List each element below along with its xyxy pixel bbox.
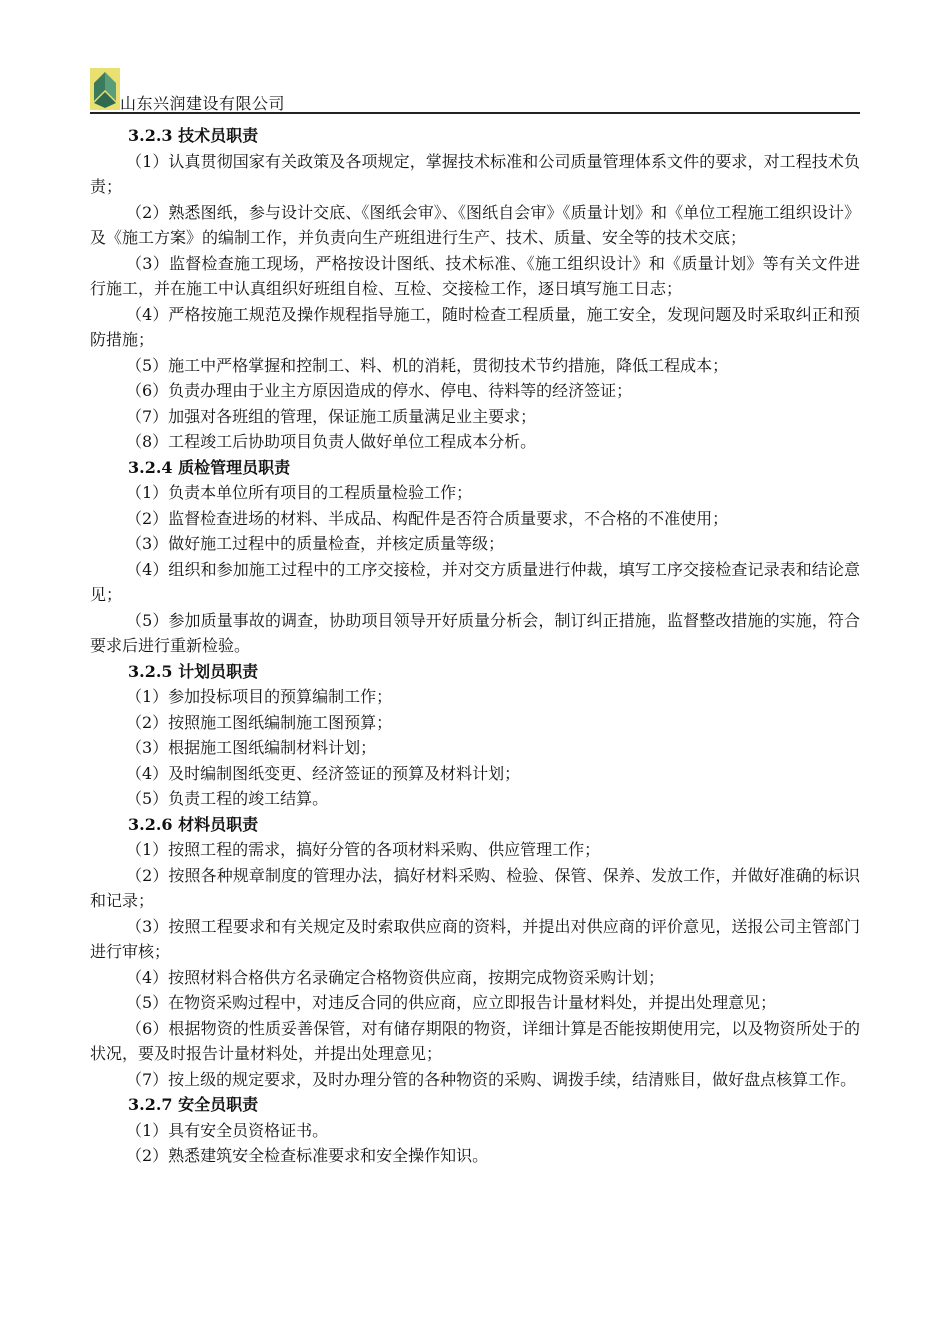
document-body <box>90 123 860 1169</box>
duty-item: （3）按照工程要求和有关规定及时索取供应商的资料，并提出对供应商的评价意见，送报公司主管部门进行审核； <box>90 916 860 961</box>
document-section <box>90 812 860 1093</box>
company-name: 山东兴润建设有限公司 <box>120 94 286 113</box>
duty-item: （4）严格按施工规范及操作规程指导施工，随时检查工程质量，施工安全，发现问题及时采取纠正和预防措施； <box>90 304 860 349</box>
section-heading: 3.2.5 计划员职责 <box>128 661 259 681</box>
section-heading: 3.2.4 质检管理员职责 <box>128 457 291 477</box>
duty-item: （5）负责工程的竣工结算。 <box>126 789 329 808</box>
document-section <box>90 123 860 455</box>
duty-item: （2）监督检查进场的材料、半成品、构配件是否符合质量要求，不合格的不准使用； <box>126 508 729 528</box>
duty-item: （3）监督检查施工现场，严格按设计图纸、技术标准、《施工组织设计》和《质量计划》等有关文件进行施工，并在施工中认真组织好班组自检、互检、交接检工作，逐日填写施工日志； <box>90 253 860 298</box>
section-heading: 3.2.3 技术员职责 <box>128 126 259 145</box>
duty-item: （5）在物资采购过程中，对违反合同的供应商，应立即报告计量材料处，并提出处理意见； <box>126 993 777 1012</box>
duty-item: （7）加强对各班组的管理，保证施工质量满足业主要求； <box>126 406 537 426</box>
section-heading: 3.2.7 安全员职责 <box>128 1095 259 1114</box>
duty-item: （3）做好施工过程中的质量检查，并核定质量等级； <box>126 534 505 553</box>
duty-item: （1）按照工程的需求，搞好分管的各项材料采购、供应管理工作； <box>126 840 601 859</box>
duty-item: （1）参加投标项目的预算编制工作； <box>126 687 393 706</box>
duty-item: （6）负责办理由于业主方原因造成的停水、停电、待料等的经济签证； <box>126 381 633 400</box>
duty-item: （3）根据施工图纸编制材料计划； <box>126 738 377 757</box>
duty-item: （2）熟悉建筑安全检查标准要求和安全操作知识。 <box>126 1146 489 1165</box>
document-section <box>90 455 860 659</box>
duty-item: （4）按照材料合格供方名录确定合格物资供应商，按期完成物资采购计划； <box>126 967 665 987</box>
duty-item: （1）认真贯彻国家有关政策及各项规定，掌握技术标准和公司质量管理体系文件的要求，对工程技术负责； <box>90 151 860 196</box>
document-section <box>90 1092 860 1169</box>
header-divider <box>90 112 860 114</box>
document-section <box>90 659 860 812</box>
duty-item: （1）负责本单位所有项目的工程质量检验工作； <box>126 483 473 502</box>
duty-item: （2）熟悉图纸，参与设计交底、《图纸会审》、《图纸自会审》《质量计划》和《单位工程施工组织设计》及《施工方案》的编制工作，并负责向生产班组进行生产、技术、质量、安全等的技术交底； <box>90 202 860 247</box>
duty-item: （4）及时编制图纸变更、经济签证的预算及材料计划； <box>126 763 521 783</box>
duty-item: （5）施工中严格掌握和控制工、料、机的消耗，贯彻技术节约措施，降低工程成本； <box>126 355 729 375</box>
duty-item: （7）按上级的规定要求，及时办理分管的各种物资的采购、调拨手续，结清账目，做好盘点核算工作。 <box>126 1069 857 1089</box>
page-header <box>90 64 860 116</box>
duty-item: （5）参加质量事故的调查，协助项目领导开好质量分析会，制订纠正措施，监督整改措施的实施，符合要求后进行重新检验。 <box>90 610 860 655</box>
duty-item: （6）根据物资的性质妥善保管，对有储存期限的物资，详细计算是否能按期使用完，以及物资所处于的状况，要及时报告计量材料处，并提出处理意见； <box>90 1018 860 1063</box>
duty-item: （2）按照各种规章制度的管理办法，搞好材料采购、检验、保管、保养、发放工作，并做好准确的标识和记录； <box>90 865 860 910</box>
section-heading: 3.2.6 材料员职责 <box>128 814 259 834</box>
company-logo-icon <box>90 68 120 110</box>
duty-item: （2）按照施工图纸编制施工图预算； <box>126 712 393 732</box>
duty-item: （8）工程竣工后协助项目负责人做好单位工程成本分析。 <box>126 432 537 451</box>
duty-item: （1）具有安全员资格证书。 <box>126 1120 329 1140</box>
duty-item: （4）组织和参加施工过程中的工序交接检，并对交方质量进行仲裁，填写工序交接检查记录表和结论意见； <box>90 559 860 604</box>
